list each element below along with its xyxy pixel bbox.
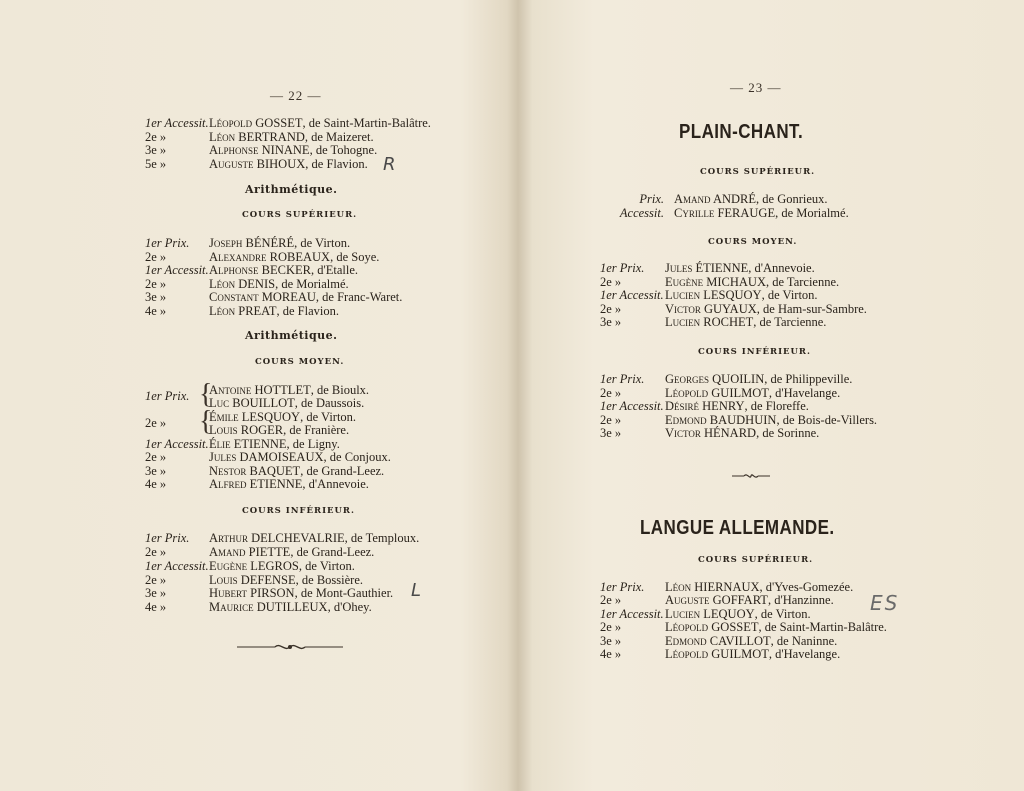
section-title: LANGUE ALLEMANDE. (640, 517, 835, 539)
section-subtitle: COURS INFÉRIEUR. (698, 347, 811, 357)
right-page (515, 0, 1024, 791)
list-item: 4e » Alfred ETIENNE, d'Annevoie. (145, 477, 369, 491)
list-item: 1er Accessit.Alphonse BECKER, d'Etalle. (145, 263, 358, 277)
section-subtitle: COURS SUPÉRIEUR. (700, 167, 816, 177)
list-item: 3e » Lucien ROCHET, de Tarcienne. (600, 315, 827, 329)
list-item: 1er Prix. Joseph BÉNÉRÉ, de Virton. (145, 236, 351, 250)
section-title: Arithmétique. (245, 329, 338, 342)
list-item: 2e » Eugène MICHAUX, de Tarcienne. (600, 275, 840, 289)
list-item: 1er Accessit.Eugène LEGROS, de Virton. (145, 559, 355, 573)
list-item: 4e » Léon PREAT, de Flavion. (145, 304, 339, 318)
list-item: 2e » Louis DEFENSE, de Bossière. (145, 573, 363, 587)
list-item: 3e » Edmond CAVILLOT, de Naninne. (600, 634, 838, 648)
section-subtitle: COURS MOYEN. (255, 357, 345, 367)
list-item: 3e » Hubert PIRSON, de Mont-Gauthier. (145, 586, 394, 600)
list-item: Émile LESQUOY, de Virton. (209, 410, 357, 424)
list-item: 1er Prix. Léon HIERNAUX, d'Yves-Gomezée. (600, 580, 854, 594)
list-item: 5e » Auguste BIHOUX, de Flavion. (145, 157, 368, 171)
section-subtitle: COURS MOYEN. (708, 237, 798, 247)
section-subtitle: COURS SUPÉRIEUR. (242, 210, 358, 220)
list-item: 1er Accessit.Désiré HENRY, de Floreffe. (600, 399, 809, 413)
list-item: 1er Prix. Arthur DELCHEVALRIE, de Temploux. (145, 531, 420, 545)
list-item: 2e » Alexandre ROBEAUX, de Soye. (145, 250, 380, 264)
list-item: 2e » Auguste GOFFART, d'Hanzinne. (600, 593, 834, 607)
list-item: 2e » Edmond BAUDHUIN, de Bois-de-Villers. (600, 413, 878, 427)
section-title: Arithmétique. (245, 183, 338, 196)
page-number: — 22 — (270, 88, 322, 103)
list-item: Antoine HOTTLET, de Bioulx. (209, 383, 370, 397)
list-item: 2e » (145, 416, 167, 430)
list-item: 2e » Léon BERTRAND, de Maizeret. (145, 130, 374, 144)
list-item: 2e » Amand PIETTE, de Grand-Leez. (145, 545, 375, 559)
list-item: 1er Accessit.Élie ETIENNE, de Ligny. (145, 437, 340, 451)
list-item: 1er Accessit.Léopold GOSSET, de Saint-Martin-Balâtre. (145, 116, 431, 130)
list-item: 3e » Constant MOREAU, de Franc-Waret. (145, 290, 403, 304)
ornament-divider-icon (235, 640, 345, 654)
section-subtitle: COURS INFÉRIEUR. (242, 506, 355, 516)
brace-mark: { (199, 406, 213, 437)
list-item: 1er Accessit.Lucien LEQUOY, de Virton. (600, 607, 811, 621)
handwritten-mark: ES (870, 591, 900, 615)
list-item: 1er Prix. (145, 389, 190, 403)
list-item: 4e » Léopold GUILMOT, d'Havelange. (600, 647, 841, 661)
list-item: 4e » Maurice DUTILLEUX, d'Ohey. (145, 600, 372, 614)
list-item: Accessit. Cyrille FERAUGE, de Morialmé. (619, 206, 849, 220)
list-item: 1er Prix. Jules ÉTIENNE, d'Annevoie. (600, 261, 815, 275)
section-subtitle: COURS SUPÉRIEUR. (698, 555, 814, 565)
list-item: 2e » Léon DENIS, de Morialmé. (145, 277, 349, 291)
section-title: PLAIN-CHANT. (679, 121, 804, 143)
list-item: 3e » Nestor BAQUET, de Grand-Leez. (145, 464, 385, 478)
list-item: Luc BOUILLOT, de Daussois. (209, 396, 365, 410)
list-item: 3e » Victor HÉNARD, de Sorinne. (600, 426, 820, 440)
page-number: — 23 — (730, 80, 782, 95)
list-item: 1er Prix. Georges QUOILIN, de Philippeville. (600, 372, 853, 386)
ornament-divider-icon (730, 471, 772, 481)
list-item: Prix. Amand ANDRÉ, de Gonrieux. (639, 192, 828, 206)
list-item: Louis ROGER, de Franière. (209, 423, 350, 437)
list-item: 2e » Jules DAMOISEAUX, de Conjoux. (145, 450, 391, 464)
handwritten-mark: L (411, 580, 422, 601)
list-item: 3e » Alphonse NINANE, de Tohogne. (145, 143, 378, 157)
handwritten-mark: R (383, 154, 396, 175)
list-item: 1er Accessit.Lucien LESQUOY, de Virton. (600, 288, 818, 302)
brace-mark: { (199, 379, 213, 410)
list-item: 2e » Léopold GUILMOT, d'Havelange. (600, 386, 841, 400)
list-item: 2e » Léopold GOSSET, de Saint-Martin-Balâtre. (600, 620, 887, 634)
list-item: 2e » Victor GUYAUX, de Ham-sur-Sambre. (600, 302, 867, 316)
